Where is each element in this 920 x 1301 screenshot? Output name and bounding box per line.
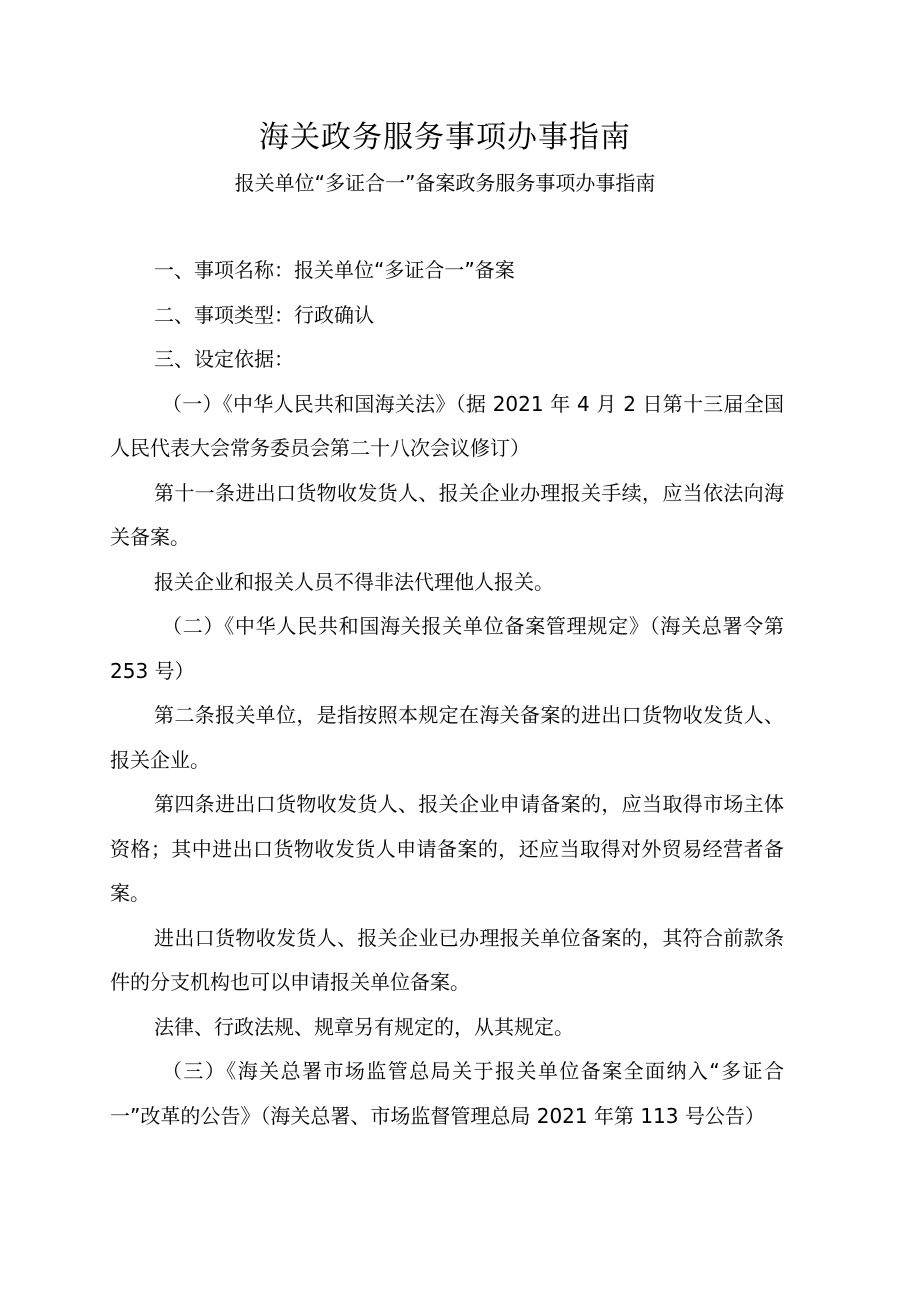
item-type-heading: 二、事项类型：行政确认 [154,302,374,327]
article-paragraph: 进出口货物收发货人、报关企业已办理报关单位备案的，其符合前款条件的分支机构也可以申请报关单位备案。 [110,925,784,994]
item-name-heading: 一、事项名称：报关单位“多证合一”备案 [154,258,515,282]
document-body [110,248,784,1138]
law-reference-2: （二）《中华人民共和国海关报关单位备案管理规定》（海关总署令第 253 号） [110,614,784,683]
document-subtitle: 报关单位“多证合一”备案政务服务事项办事指南 [234,171,656,195]
article-paragraph: 第十一条进出口货物收发货人、报关企业办理报关手续，应当依法向海关备案。 [110,480,784,549]
law-reference-1: （一）《中华人民共和国海关法》（据 2021 年 4 月 2 日第十三届全国人民代表大会常务委员会第二十八次会议修订） [110,391,784,460]
legal-basis-heading: 三、设定依据： [154,347,294,371]
article-paragraph: 第二条报关单位，是指按照本规定在海关备案的进出口货物收发货人、报关企业。 [110,703,784,772]
article-paragraph: 第四条进出口货物收发货人、报关企业申请备案的，应当取得市场主体资格；其中进出口货物收发货人申请备案的，还应当取得对外贸易经营者备案。 [110,792,784,905]
article-paragraph: 法律、行政法规、规章另有规定的，从其规定。 [154,1014,574,1039]
document-title: 海关政务服务事项办事指南 [259,120,631,155]
article-paragraph: 报关企业和报关人员不得非法代理他人报关。 [154,569,554,594]
law-reference-3: （三）《海关总署市场监管总局关于报关单位备案全面纳入“多证合一”改革的公告》（海关总署、市场监督管理总局 2021 年第 113 号公告） [110,1059,784,1128]
